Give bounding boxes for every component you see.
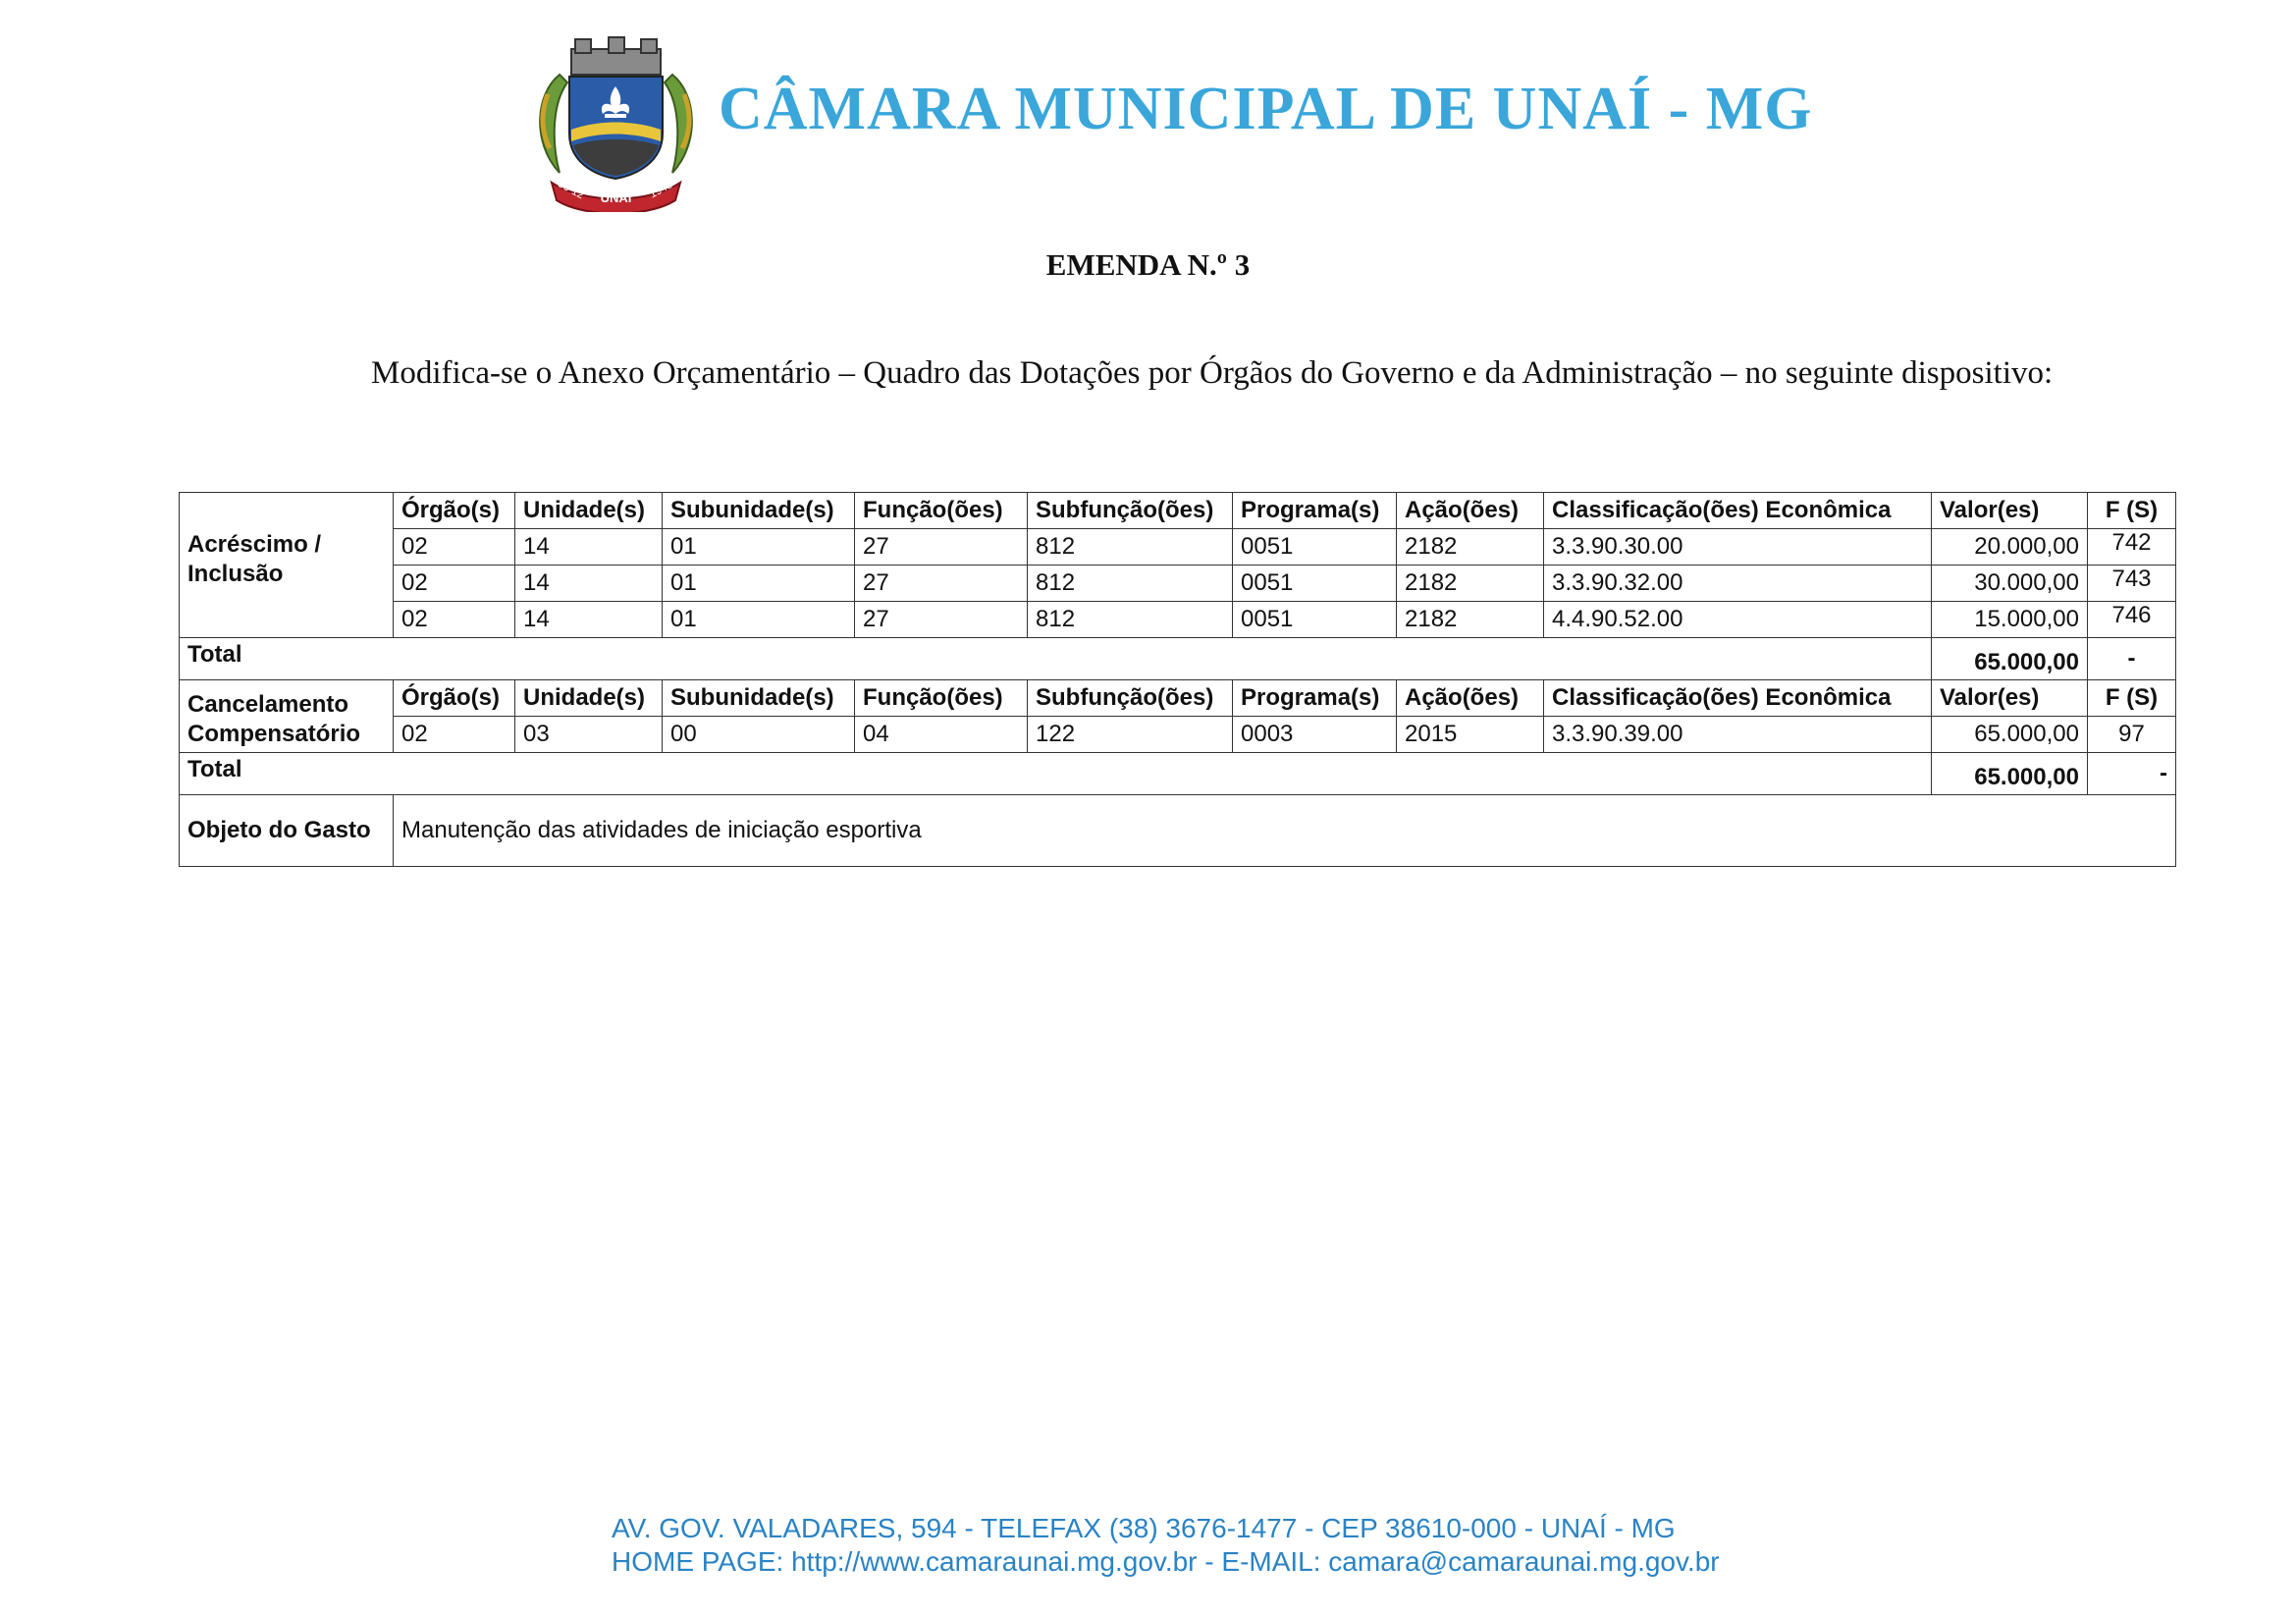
column-header: F (S) <box>2088 493 2176 529</box>
acrescimo-header-row <box>180 493 2176 529</box>
column-header: Ação(ões) <box>1397 680 1544 717</box>
table-cell: 01 <box>663 566 855 602</box>
table-cell: 742 <box>2088 529 2176 566</box>
column-header: Classificação(ões) Econômica <box>1544 680 1932 717</box>
cancelamento-total-row <box>180 753 2176 795</box>
crest-banner-text: UNAÍ <box>600 190 632 205</box>
acrescimo-label: Acréscimo / Inclusão <box>180 493 394 638</box>
column-header: Subfunção(ões) <box>1028 680 1233 717</box>
column-header: Valor(es) <box>1932 680 2088 717</box>
crest-left-date: 30-12 <box>556 178 586 202</box>
table-cell: 04 <box>855 717 1028 753</box>
table-cell: 27 <box>855 602 1028 638</box>
table-cell: 0051 <box>1233 566 1397 602</box>
table-cell: 02 <box>394 717 515 753</box>
letterhead <box>530 35 1813 212</box>
table-cell: 743 <box>2088 566 2176 602</box>
table-cell: 97 <box>2088 717 2176 753</box>
table-cell: 20.000,00 <box>1932 529 2088 566</box>
amendment-intro: Modifica-se o Anexo Orçamentário – Quadro das Dotações por Órgãos do Governo e da Administração – no seguinte dispositivo: <box>371 355 2054 391</box>
cancelamento-header-row <box>180 680 2176 717</box>
amendment-title: EMENDA N.º 3 <box>1045 247 1251 282</box>
column-header: Função(ões) <box>855 493 1028 529</box>
column-header: Subunidade(s) <box>663 493 855 529</box>
objeto-row <box>180 795 2176 867</box>
table-row <box>180 566 2176 602</box>
table-cell: 03 <box>515 717 663 753</box>
footer-contact <box>612 1512 1720 1579</box>
objeto-label: Objeto do Gasto <box>180 795 394 867</box>
table-cell: 0003 <box>1233 717 1397 753</box>
budget-allocation-table <box>179 492 2176 867</box>
table-cell: 15.000,00 <box>1932 602 2088 638</box>
total-value: 65.000,00 <box>1932 638 2088 680</box>
table-cell: 14 <box>515 529 663 566</box>
table-cell: 01 <box>663 602 855 638</box>
column-header: Ação(ões) <box>1397 493 1544 529</box>
table-row <box>180 602 2176 638</box>
table-cell: 14 <box>515 566 663 602</box>
footer-address: AV. GOV. VALADARES, 594 - TELEFAX (38) 3676-1477 - CEP 38610-000 - UNAÍ - MG <box>612 1513 1676 1543</box>
table-cell: 812 <box>1028 566 1233 602</box>
table-cell: 2182 <box>1397 566 1544 602</box>
table-cell: 0051 <box>1233 529 1397 566</box>
footer-web-email: HOME PAGE: http://www.camaraunai.mg.gov.br - E-MAIL: camara@camaraunai.mg.gov.br <box>612 1546 1720 1577</box>
table-cell: 30.000,00 <box>1932 566 2088 602</box>
column-header: Programa(s) <box>1233 493 1397 529</box>
table-cell: 27 <box>855 566 1028 602</box>
table-cell: 4.4.90.52.00 <box>1544 602 1932 638</box>
total-label: Total <box>180 753 1932 795</box>
table-cell: 746 <box>2088 602 2176 638</box>
column-header: Órgão(s) <box>394 493 515 529</box>
table-cell: 812 <box>1028 602 1233 638</box>
column-header: Classificação(ões) Econômica <box>1544 493 1932 529</box>
table-cell: 65.000,00 <box>1932 717 2088 753</box>
table-cell: 00 <box>663 717 855 753</box>
column-header: Função(ões) <box>855 680 1028 717</box>
total-value: 65.000,00 <box>1932 753 2088 795</box>
table-cell: 2182 <box>1397 602 1544 638</box>
column-header: Unidade(s) <box>515 493 663 529</box>
table-cell: 02 <box>394 566 515 602</box>
column-header: Subfunção(ões) <box>1028 493 1233 529</box>
table-cell: 122 <box>1028 717 1233 753</box>
column-header: Órgão(s) <box>394 680 515 717</box>
municipal-crest <box>530 35 702 212</box>
table-row <box>180 529 2176 566</box>
total-fs: - <box>2088 638 2176 680</box>
column-header: Programa(s) <box>1233 680 1397 717</box>
table-cell: 812 <box>1028 529 1233 566</box>
table-row <box>180 717 2176 753</box>
total-label: Total <box>180 638 1932 680</box>
table-cell: 14 <box>515 602 663 638</box>
column-header: Valor(es) <box>1932 493 2088 529</box>
table-cell: 27 <box>855 529 1028 566</box>
column-header: F (S) <box>2088 680 2176 717</box>
institution-title: CÂMARA MUNICIPAL DE UNAÍ - MG <box>719 76 1813 142</box>
acrescimo-total-row <box>180 638 2176 680</box>
table-cell: 02 <box>394 602 515 638</box>
cancelamento-label: Cancelamento Compensatório <box>180 680 394 753</box>
objeto-value: Manutenção das atividades de iniciação esportiva <box>394 795 2176 867</box>
total-fs: - <box>2088 753 2176 795</box>
table-cell: 02 <box>394 529 515 566</box>
table-cell: 3.3.90.32.00 <box>1544 566 1932 602</box>
crest-right-year: 1943 <box>647 179 675 201</box>
table-cell: 3.3.90.39.00 <box>1544 717 1932 753</box>
column-header: Unidade(s) <box>515 680 663 717</box>
column-header: Subunidade(s) <box>663 680 855 717</box>
table-cell: 2182 <box>1397 529 1544 566</box>
table-cell: 0051 <box>1233 602 1397 638</box>
table-cell: 3.3.90.30.00 <box>1544 529 1932 566</box>
table-cell: 01 <box>663 529 855 566</box>
table-cell: 2015 <box>1397 717 1544 753</box>
